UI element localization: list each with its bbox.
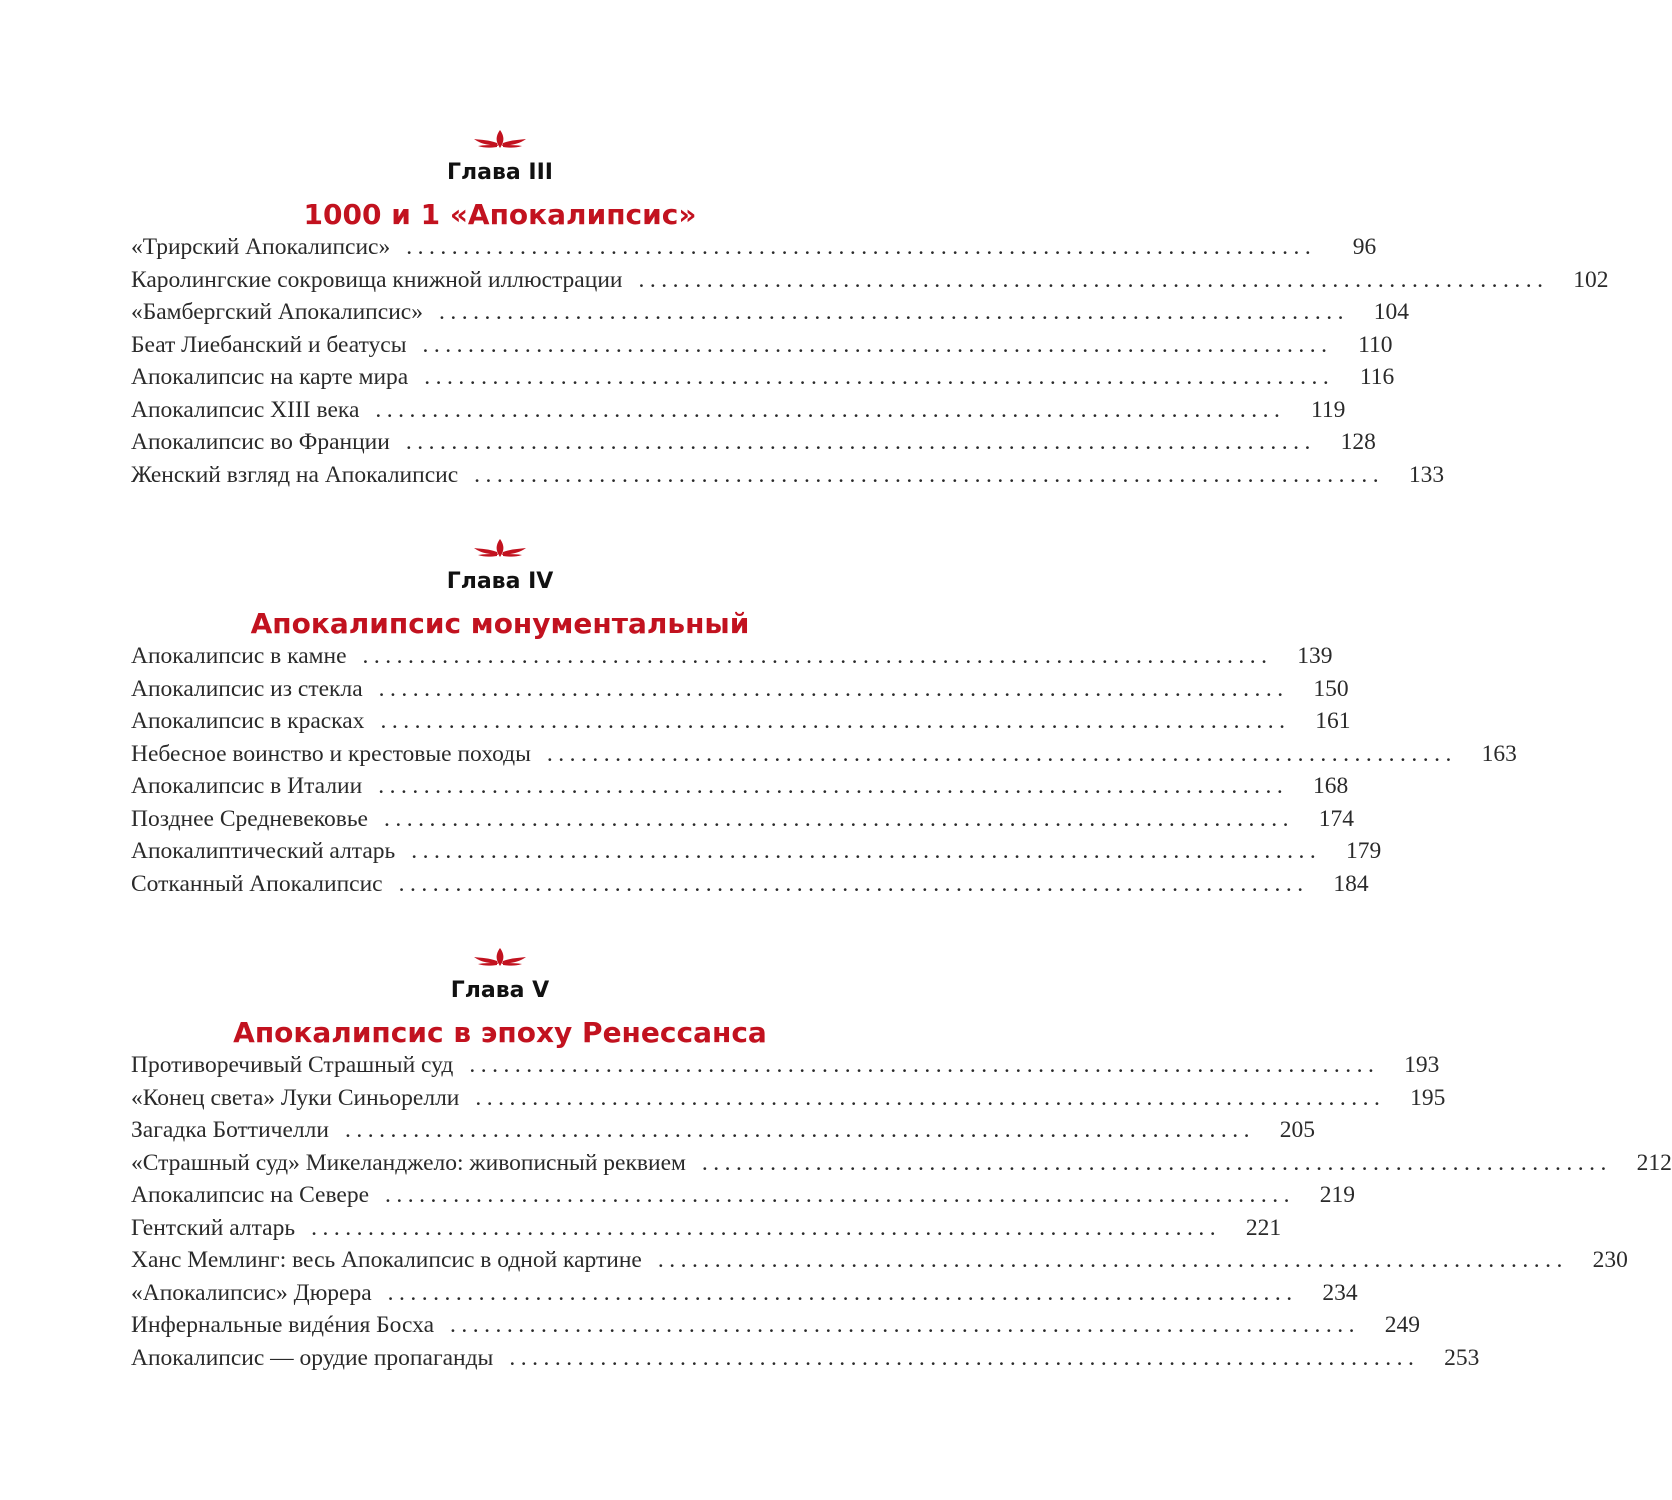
chapter-title: Апокалипсис монументальный <box>250 607 750 640</box>
toc-entry[interactable] <box>131 461 1445 495</box>
toc-entry-page: 184 <box>1333 870 1369 897</box>
toc-entry[interactable] <box>131 1182 1356 1215</box>
dot-leader: ................................................................................ <box>375 396 1286 423</box>
toc-list <box>131 643 1517 903</box>
dot-leader: ................................................................................ <box>450 1312 1360 1338</box>
toc-entry-page: 234 <box>1322 1279 1358 1306</box>
toc-entry-page: 163 <box>1481 740 1517 767</box>
dot-leader: ................................................................................ <box>405 429 1316 455</box>
dot-leader: ................................................................................ <box>438 299 1349 325</box>
winged-flame-ornament-icon <box>472 537 528 559</box>
dot-leader: ................................................................................ <box>474 461 1385 488</box>
toc-entry-page: 150 <box>1313 675 1349 702</box>
toc-entry-title: Апокалипсис — орудие пропаганды <box>131 1344 494 1371</box>
toc-entry[interactable] <box>131 740 1517 774</box>
toc-entry[interactable] <box>131 1279 1358 1313</box>
toc-entry-title: Инфернальные видéния Босха <box>131 1312 434 1338</box>
toc-entry-title: «Конец света» Луки Синьорелли <box>131 1084 460 1111</box>
toc-entry-title: Позднее Средневековье <box>131 805 368 832</box>
toc-entry[interactable] <box>131 1117 1315 1150</box>
toc-entry-page: 104 <box>1373 299 1409 325</box>
toc-entry[interactable] <box>131 1247 1628 1280</box>
toc-entry-page: 212 <box>1636 1149 1672 1176</box>
dot-leader: ................................................................................ <box>385 1182 1296 1208</box>
dot-leader: ................................................................................ <box>475 1084 1386 1111</box>
toc-entry[interactable] <box>131 1084 1446 1118</box>
toc-entry[interactable] <box>131 234 1377 267</box>
toc-entry-page: 193 <box>1404 1052 1440 1078</box>
toc-entry-title: Апокалиптический алтарь <box>131 838 396 864</box>
dot-leader: ................................................................................ <box>638 266 1549 293</box>
dot-leader: ................................................................................ <box>378 675 1289 702</box>
toc-entry-title: Апокалипсис на Севере <box>131 1182 370 1208</box>
toc-entry[interactable] <box>131 396 1346 430</box>
toc-entry-page: 116 <box>1359 364 1395 390</box>
toc-entry[interactable] <box>131 643 1333 676</box>
dot-leader: ................................................................................ <box>701 1149 1612 1176</box>
dot-leader: ................................................................................ <box>411 838 1322 864</box>
toc-entry-page: 128 <box>1340 429 1376 455</box>
toc-entry-page: 139 <box>1297 643 1333 669</box>
toc-entry-title: Апокалипсис XIII века <box>131 396 360 423</box>
dot-leader: ................................................................................ <box>383 805 1294 832</box>
toc-entry-title: Апокалипсис из стекла <box>131 675 363 702</box>
toc-entry[interactable] <box>131 708 1351 741</box>
toc-entry-title: Беат Лиебанский и беатусы <box>131 331 407 358</box>
toc-entry[interactable] <box>131 1312 1420 1345</box>
dot-leader: ................................................................................ <box>509 1344 1420 1371</box>
dot-leader: ................................................................................ <box>387 1279 1298 1306</box>
toc-entry-page: 96 <box>1352 234 1377 260</box>
toc-entry[interactable] <box>131 870 1369 904</box>
dot-leader: ................................................................................ <box>546 740 1457 767</box>
toc-entry-title: Небесное воинство и крестовые походы <box>131 740 531 767</box>
dot-leader: ................................................................................ <box>378 773 1289 799</box>
toc-entry-title: «Трирский Апокалипсис» <box>131 234 391 260</box>
toc-entry-title: Апокалипсис в камне <box>131 643 347 669</box>
toc-entry-title: Каролингские сокровища книжной иллюстрации <box>131 266 623 293</box>
chapter-block <box>0 537 1517 903</box>
toc-entry-page: 230 <box>1592 1247 1628 1273</box>
dot-leader: ................................................................................ <box>406 234 1317 260</box>
toc-entry-page: 168 <box>1312 773 1349 799</box>
chapter-label: Глава IV <box>446 569 554 594</box>
dot-leader: ................................................................................ <box>398 870 1309 897</box>
dot-leader: ................................................................................ <box>657 1247 1568 1273</box>
toc-entry-page: 161 <box>1315 708 1351 734</box>
toc-entry-title: «Бамбергский Апокалипсис» <box>131 299 423 325</box>
toc-entry-page: 205 <box>1279 1117 1315 1143</box>
toc-entry[interactable] <box>131 331 1393 365</box>
toc-entry-title: Гентский алтарь <box>131 1214 296 1241</box>
chapter-title: Апокалипсис в эпоху Ренессанса <box>233 1016 767 1049</box>
chapter-block <box>0 946 1672 1377</box>
toc-entry-title: Сотканный Апокалипсис <box>131 870 383 897</box>
chapter-title: 1000 и 1 «Апокалипсис» <box>303 198 697 231</box>
toc-list <box>131 234 1609 494</box>
dot-leader: ................................................................................ <box>469 1052 1380 1078</box>
toc-entry[interactable] <box>131 429 1376 462</box>
toc-entry[interactable] <box>131 266 1609 300</box>
toc-entry-page: 110 <box>1358 331 1393 358</box>
dot-leader: ................................................................................ <box>311 1214 1222 1241</box>
toc-entry-title: Женский взгляд на Апокалипсис <box>131 461 459 488</box>
toc-entry[interactable] <box>131 1214 1282 1248</box>
chapter-label: Глава V <box>450 978 550 1003</box>
toc-entry-title: Апокалипсис в Италии <box>131 773 363 799</box>
toc-entry[interactable] <box>131 1149 1672 1183</box>
toc-entry-page: 119 <box>1311 396 1346 423</box>
toc-entry-page: 195 <box>1410 1084 1446 1111</box>
toc-entry[interactable] <box>131 364 1395 397</box>
toc-entry[interactable] <box>131 805 1354 839</box>
dot-leader: ................................................................................ <box>344 1117 1255 1143</box>
toc-entry-title: Апокалипсис в красках <box>131 708 365 734</box>
toc-entry-page: 219 <box>1319 1182 1356 1208</box>
toc-entry-page: 133 <box>1408 461 1445 488</box>
toc-entry-title: Ханс Мемлинг: весь Апокалипсис в одной картине <box>131 1247 642 1273</box>
dot-leader: ................................................................................ <box>380 708 1291 734</box>
toc-entry-page: 174 <box>1318 805 1354 832</box>
toc-entry-page: 249 <box>1384 1312 1420 1338</box>
toc-list <box>131 1052 1672 1377</box>
toc-entry-page: 179 <box>1346 838 1382 864</box>
dot-leader: ................................................................................ <box>362 643 1273 669</box>
chapter-block <box>0 128 1609 494</box>
toc-entry-title: Загадка Боттичелли <box>131 1117 329 1143</box>
toc-entry-title: Апокалипсис на карте мира <box>131 364 409 390</box>
toc-entry-title: Противоречивый Страшный суд <box>131 1052 454 1078</box>
toc-entry-page: 221 <box>1245 1214 1282 1241</box>
toc-entry[interactable] <box>131 1344 1480 1378</box>
toc-entry-title: «Страшный суд» Микеланджело: живописный реквием <box>131 1149 686 1176</box>
chapter-label: Глава III <box>447 160 553 185</box>
toc-entry-title: Апокалипсис во Франции <box>131 429 390 455</box>
toc-entry[interactable] <box>131 675 1349 709</box>
toc-entry-page: 253 <box>1444 1344 1480 1371</box>
toc-entry-page: 102 <box>1573 266 1609 293</box>
dot-leader: ................................................................................ <box>424 364 1335 390</box>
toc-entry[interactable] <box>131 299 1409 332</box>
toc-entry[interactable] <box>131 773 1349 806</box>
winged-flame-ornament-icon <box>472 946 528 968</box>
toc-entry[interactable] <box>131 1052 1440 1085</box>
toc-entry-title: «Апокалипсис» Дюрера <box>131 1279 372 1306</box>
winged-flame-ornament-icon <box>472 128 528 150</box>
toc-entry[interactable] <box>131 838 1382 871</box>
dot-leader: ................................................................................ <box>422 331 1333 358</box>
